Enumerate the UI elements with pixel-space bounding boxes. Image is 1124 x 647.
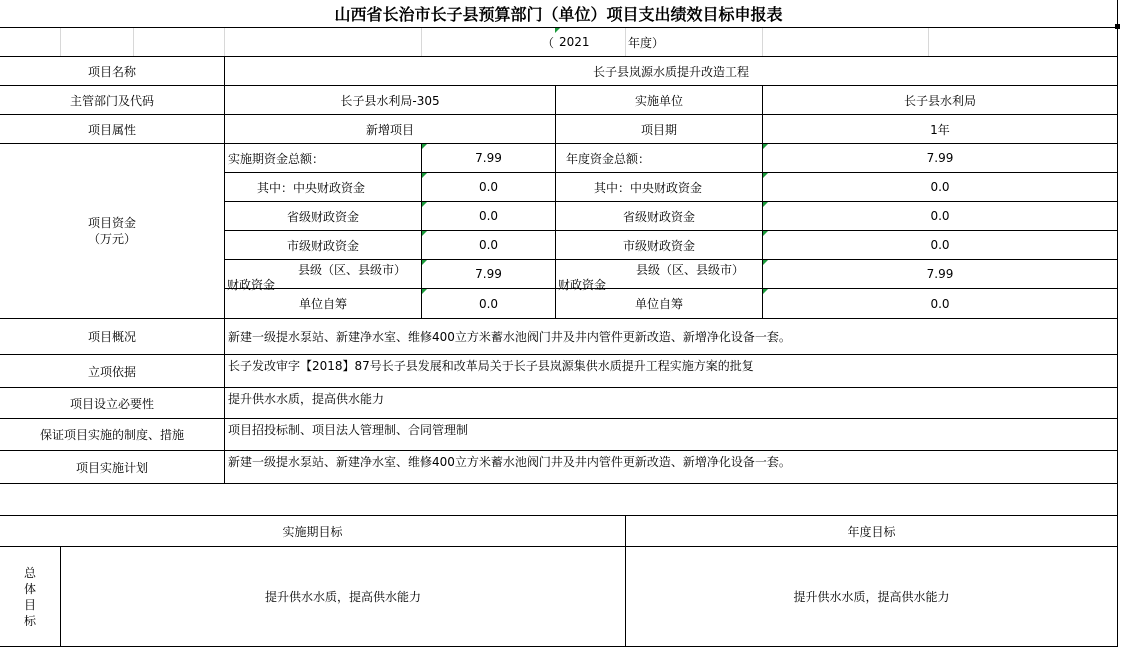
county-funds-label-line2: 财政资金 (227, 278, 276, 292)
basis-label: 立项依据 (87, 364, 136, 379)
project-funds-label (0, 144, 224, 318)
border (0, 483, 1118, 484)
necessity-value[interactable]: 提升供水水质，提高供水能力 (228, 392, 385, 406)
gridline (60, 28, 61, 56)
city-funds-value[interactable]: 0.0 (478, 238, 499, 252)
gridline (928, 28, 929, 56)
implementation-plan-value[interactable]: 新建一级提水泵站、新建净水室、维修400立方米蓄水池阀门井及井内管件更新改造、新增净化设备一套。 (228, 455, 791, 469)
annual-self-raised-funds-label: 单位自筹 (634, 297, 683, 311)
provincial-funds-value[interactable]: 0.0 (478, 209, 499, 223)
measures-label: 保证项目实施的制度、措施 (39, 428, 184, 442)
department-label: 主管部门及代码 (69, 93, 154, 108)
basis-value[interactable]: 长子发改审字【2018】87号长子县发展和改革局关于长子县岚源集供水质提升工程实施方案的批复 (228, 359, 754, 373)
measures-value[interactable]: 项目招投标制、项目法人管理制、合同管理制 (228, 423, 469, 437)
annual-provincial-funds-label: 省级财政资金 (622, 209, 695, 224)
overall-goal-char: 标 (23, 613, 36, 628)
self-raised-funds-label: 单位自筹 (298, 297, 347, 311)
annual-county-funds-label-line1: 县级（区、县级市） (636, 263, 745, 277)
project-name-value[interactable]: 长子县岚源水质提升改造工程 (592, 64, 749, 79)
central-funds-value[interactable]: 0.0 (478, 180, 499, 194)
gridline (224, 28, 225, 56)
implementing-unit-value[interactable]: 长子县水利局 (903, 93, 976, 108)
necessity-label: 项目设立必要性 (69, 396, 154, 411)
period-goal-value[interactable]: 提升供水水质，提高供水能力 (264, 590, 421, 604)
border (1117, 0, 1118, 647)
annual-funds-value[interactable]: 7.99 (926, 151, 954, 165)
county-funds-label-line1: 县级（区、县级市） (298, 263, 407, 277)
gridline (762, 28, 763, 56)
total-funds-label: 实施期资金总额： (228, 151, 325, 166)
county-funds-value[interactable]: 7.99 (475, 267, 502, 281)
project-name-label: 项目名称 (87, 64, 136, 79)
city-funds-label: 市级财政资金 (286, 238, 359, 253)
overview-label: 项目概况 (87, 330, 136, 344)
department-value[interactable]: 长子县水利局-305 (340, 93, 440, 108)
project-funds-label-line2: （万元） (87, 232, 136, 246)
gridline (133, 28, 134, 56)
central-funds-label: 其中：中央财政资金 (257, 180, 366, 195)
year-suffix: 年度） (628, 35, 665, 50)
self-raised-funds-value[interactable]: 0.0 (478, 296, 499, 311)
annual-city-funds-value[interactable]: 0.0 (930, 238, 950, 252)
total-funds-value[interactable]: 7.99 (475, 151, 502, 165)
implementation-plan-label: 项目实施计划 (75, 460, 148, 475)
annual-central-funds-label: 其中：中央财政资金 (594, 180, 703, 195)
border (0, 27, 1118, 28)
year-open-paren: （ (541, 35, 554, 50)
period-goal-header: 实施期目标 (282, 524, 343, 539)
project-funds-label-line1: 项目资金 (87, 216, 136, 230)
project-period-value[interactable]: 1年 (930, 122, 950, 137)
gridline (421, 28, 422, 56)
overall-goal-label (0, 547, 60, 646)
overview-value[interactable]: 新建一级提水泵站、新建净水室、维修400立方米蓄水池阀门井及井内管件更新改造、新增净化设备一套。 (228, 330, 791, 344)
year-value[interactable]: 2021 (559, 35, 590, 49)
implementing-unit-label: 实施单位 (634, 93, 683, 108)
annual-provincial-funds-value[interactable]: 0.0 (930, 209, 950, 223)
annual-city-funds-label: 市级财政资金 (622, 238, 695, 253)
overall-goal-char: 目 (23, 597, 36, 612)
project-period-label: 项目期 (640, 122, 677, 137)
overall-goal-char: 体 (23, 581, 36, 596)
annual-funds-label: 年度资金总额： (566, 151, 651, 166)
annual-central-funds-value[interactable]: 0.0 (930, 180, 950, 194)
overall-goal-char: 总 (23, 565, 36, 580)
annual-goal-header: 年度目标 (847, 524, 896, 539)
project-attribute-value[interactable]: 新增项目 (365, 122, 414, 137)
annual-county-funds-label-line2: 财政资金 (558, 278, 607, 292)
provincial-funds-label: 省级财政资金 (286, 209, 359, 224)
annual-self-raised-funds-value[interactable]: 0.0 (930, 296, 950, 311)
annual-county-funds-value[interactable]: 7.99 (926, 267, 954, 281)
selection-handle[interactable] (1115, 24, 1120, 29)
form-title: 山西省长治市长子县预算部门（单位）项目支出绩效目标申报表 (334, 5, 783, 24)
annual-goal-value[interactable]: 提升供水水质，提高供水能力 (793, 590, 950, 604)
project-attribute-label: 项目属性 (87, 122, 136, 137)
